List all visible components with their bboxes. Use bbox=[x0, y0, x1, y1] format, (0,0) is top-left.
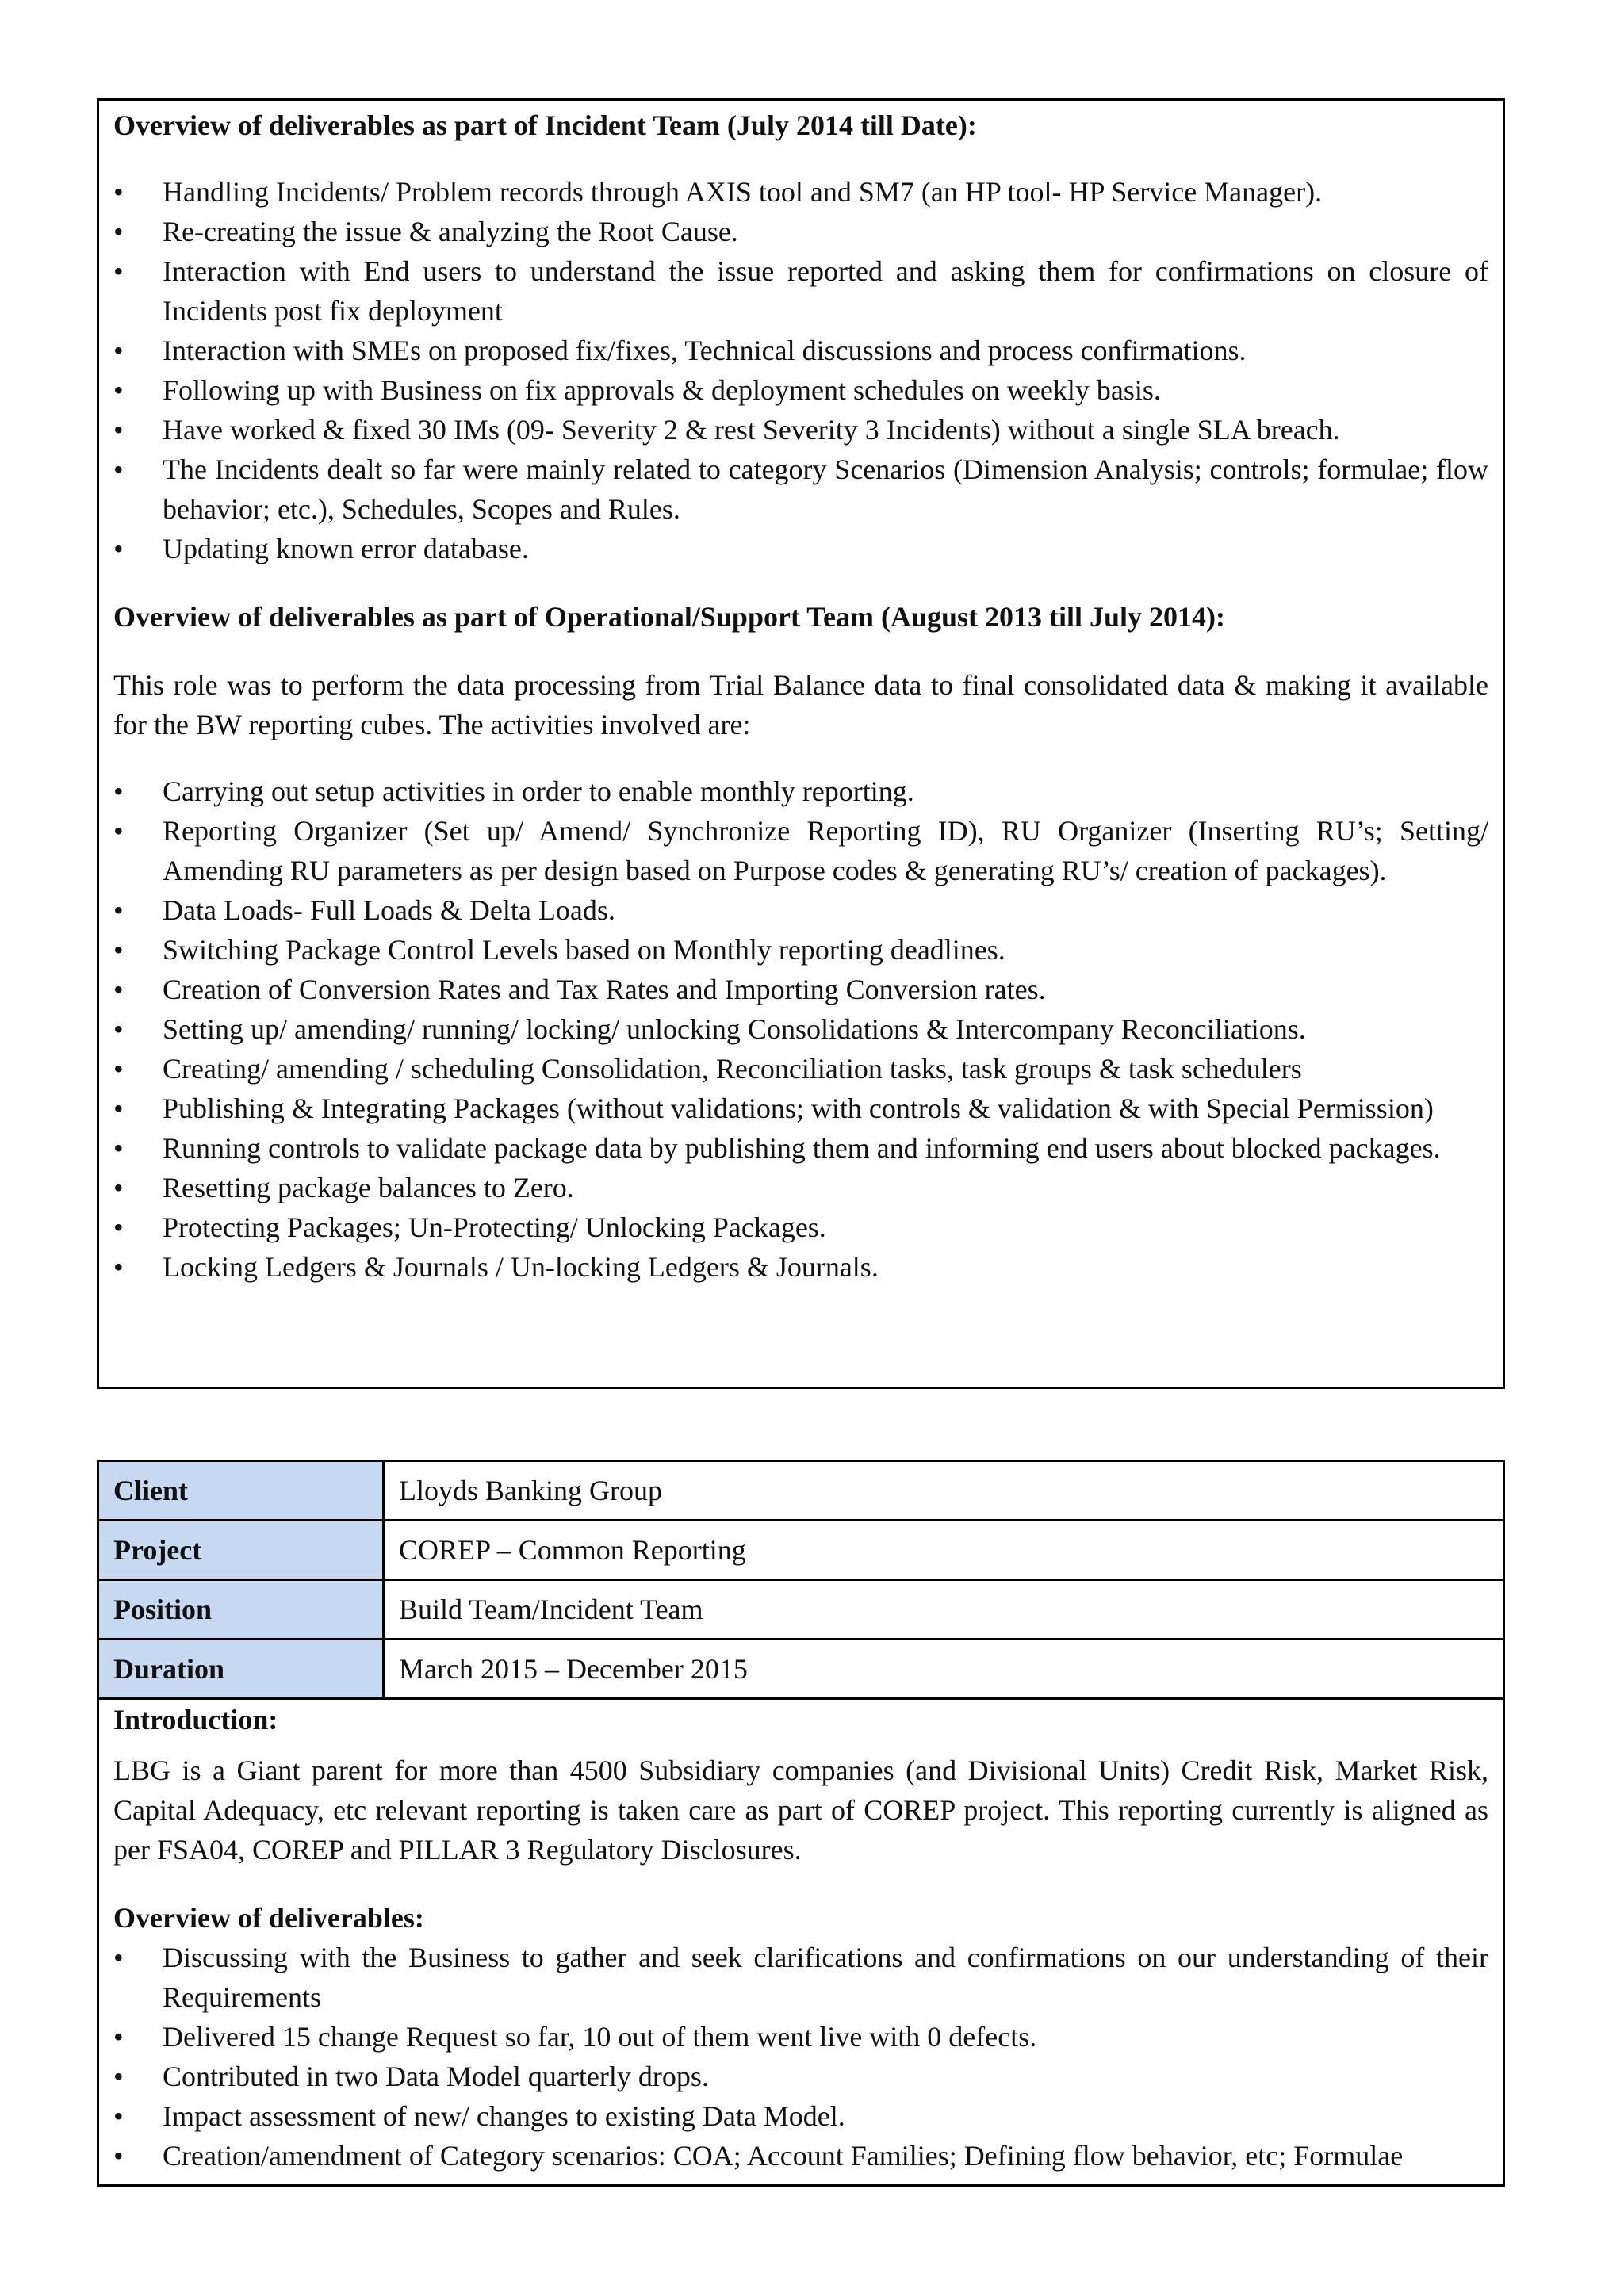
list-item: • Creation of Conversion Rates and Tax Rates and Importing Conversion rates. bbox=[113, 970, 1488, 1009]
info-value: March 2015 – December 2015 bbox=[399, 1653, 748, 1685]
deliverables-box bbox=[97, 98, 1505, 1389]
bullet-icon: • bbox=[113, 1132, 124, 1164]
list-item: • The Incidents dealt so far were mainly related to category Scenarios (Dimension Analysis; controls; formulae; flow behavior; etc.), Schedules, Scopes and Rules. bbox=[113, 450, 1488, 529]
bullet-icon: • bbox=[113, 453, 124, 485]
deliverables-list bbox=[113, 1938, 1488, 2175]
ops-list bbox=[113, 771, 1488, 1287]
ops-team-heading: Overview of deliverables as part of Operational/Support Team (August 2013 till July 2014): bbox=[113, 601, 1225, 633]
bullet-icon: • bbox=[113, 1251, 124, 1283]
info-row-duration bbox=[99, 1640, 1503, 1700]
list-item: • Running controls to validate package data by publishing them and informing end users about blocked packages. bbox=[113, 1128, 1488, 1168]
bullet-icon: • bbox=[113, 2140, 124, 2172]
list-item: • Handling Incidents/ Problem records through AXIS tool and SM7 (an HP tool- HP Service Manager). bbox=[113, 172, 1488, 212]
project-box bbox=[97, 1460, 1505, 2187]
list-item: • Have worked & fixed 30 IMs (09- Severity 2 & rest Severity 3 Incidents) without a single SLA breach. bbox=[113, 410, 1488, 450]
info-label: Client bbox=[99, 1462, 385, 1519]
list-item: • Switching Package Control Levels based on Monthly reporting deadlines. bbox=[113, 930, 1488, 970]
list-item: • Re-creating the issue & analyzing the Root Cause. bbox=[113, 212, 1488, 251]
bullet-icon: • bbox=[113, 176, 124, 208]
bullet-icon: • bbox=[113, 1211, 124, 1243]
list-item: • Interaction with End users to understand the issue reported and asking them for confirmations on closure of Incidents post fix deployment bbox=[113, 251, 1488, 331]
bullet-icon: • bbox=[113, 533, 124, 564]
list-item: • Delivered 15 change Request so far, 10 out of them went live with 0 defects. bbox=[113, 2017, 1488, 2057]
info-value: Lloyds Banking Group bbox=[399, 1475, 662, 1506]
bullet-icon: • bbox=[113, 1013, 124, 1045]
bullet-icon: • bbox=[113, 775, 124, 807]
list-item: • Reporting Organizer (Set up/ Amend/ Synchronize Reporting ID), RU Organizer (Inserting RU’s; Setting/ Amending RU parameters as per design based on Purpose codes & generating RU’s/ creation of packages). bbox=[113, 811, 1488, 890]
bullet-icon: • bbox=[113, 2021, 124, 2053]
bullet-icon: • bbox=[113, 815, 124, 847]
bullet-icon: • bbox=[113, 1172, 124, 1203]
bullet-icon: • bbox=[113, 974, 124, 1005]
list-item: • Data Loads- Full Loads & Delta Loads. bbox=[113, 890, 1488, 930]
list-item: • Creation/amendment of Category scenarios: COA; Account Families; Defining flow behavior, etc; Formulae bbox=[113, 2136, 1488, 2175]
info-label: Duration bbox=[99, 1640, 385, 1697]
bullet-icon: • bbox=[113, 1093, 124, 1124]
list-item: • Interaction with SMEs on proposed fix/fixes, Technical discussions and process confirmations. bbox=[113, 331, 1488, 370]
incident-team-heading: Overview of deliverables as part of Incident Team (July 2014 till Date): bbox=[113, 109, 977, 141]
info-row-client bbox=[99, 1462, 1503, 1521]
incident-list bbox=[113, 172, 1488, 568]
bullet-icon: • bbox=[113, 1053, 124, 1085]
bullet-icon: • bbox=[113, 894, 124, 926]
info-value: COREP – Common Reporting bbox=[399, 1534, 746, 1566]
list-item: • Updating known error database. bbox=[113, 529, 1488, 568]
introduction-text: LBG is a Giant parent for more than 4500 Subsidiary companies (and Divisional Units) Credit Risk, Market Risk, Capital Adequacy, etc relevant reporting is taken care as part of COREP project. This reporting currently is aligned as per FSA04, COREP and PILLAR 3 Regulatory Disclosures. bbox=[113, 1755, 1488, 1866]
list-item: • Creating/ amending / scheduling Consolidation, Reconciliation tasks, task groups & task schedulers bbox=[113, 1049, 1488, 1089]
list-item: • Discussing with the Business to gather and seek clarifications and confirmations on our understanding of their Requirements bbox=[113, 1938, 1488, 2017]
bullet-icon: • bbox=[113, 414, 124, 446]
introduction-heading: Introduction: bbox=[113, 1704, 278, 1735]
list-item: • Publishing & Integrating Packages (without validations; with controls & validation & with Special Permission) bbox=[113, 1089, 1488, 1128]
list-item: • Resetting package balances to Zero. bbox=[113, 1168, 1488, 1207]
list-item: • Carrying out setup activities in order to enable monthly reporting. bbox=[113, 771, 1488, 811]
ops-intro-text: This role was to perform the data processing from Trial Balance data to final consolidated data & making it available for the BW reporting cubes. The activities involved are: bbox=[113, 669, 1488, 740]
info-label: Project bbox=[99, 1521, 385, 1578]
info-row-position bbox=[99, 1581, 1503, 1640]
project-details bbox=[99, 1700, 1503, 2175]
bullet-icon: • bbox=[113, 2061, 124, 2092]
list-item: • Setting up/ amending/ running/ locking/ unlocking Consolidations & Intercompany Reconciliations. bbox=[113, 1009, 1488, 1049]
list-item: • Contributed in two Data Model quarterly drops. bbox=[113, 2057, 1488, 2096]
bullet-icon: • bbox=[113, 335, 124, 366]
bullet-icon: • bbox=[113, 1942, 124, 1973]
bullet-icon: • bbox=[113, 255, 124, 287]
deliverables-heading: Overview of deliverables: bbox=[113, 1902, 424, 1934]
info-row-project bbox=[99, 1521, 1503, 1581]
list-item: • Impact assessment of new/ changes to existing Data Model. bbox=[113, 2096, 1488, 2136]
bullet-icon: • bbox=[113, 216, 124, 247]
list-item: • Protecting Packages; Un-Protecting/ Unlocking Packages. bbox=[113, 1207, 1488, 1247]
bullet-icon: • bbox=[113, 934, 124, 966]
list-item: • Following up with Business on fix approvals & deployment schedules on weekly basis. bbox=[113, 370, 1488, 410]
bullet-icon: • bbox=[113, 2100, 124, 2132]
list-item: • Locking Ledgers & Journals / Un-locking Ledgers & Journals. bbox=[113, 1247, 1488, 1287]
info-value: Build Team/Incident Team bbox=[399, 1594, 703, 1625]
bullet-icon: • bbox=[113, 374, 124, 406]
info-label: Position bbox=[99, 1581, 385, 1638]
